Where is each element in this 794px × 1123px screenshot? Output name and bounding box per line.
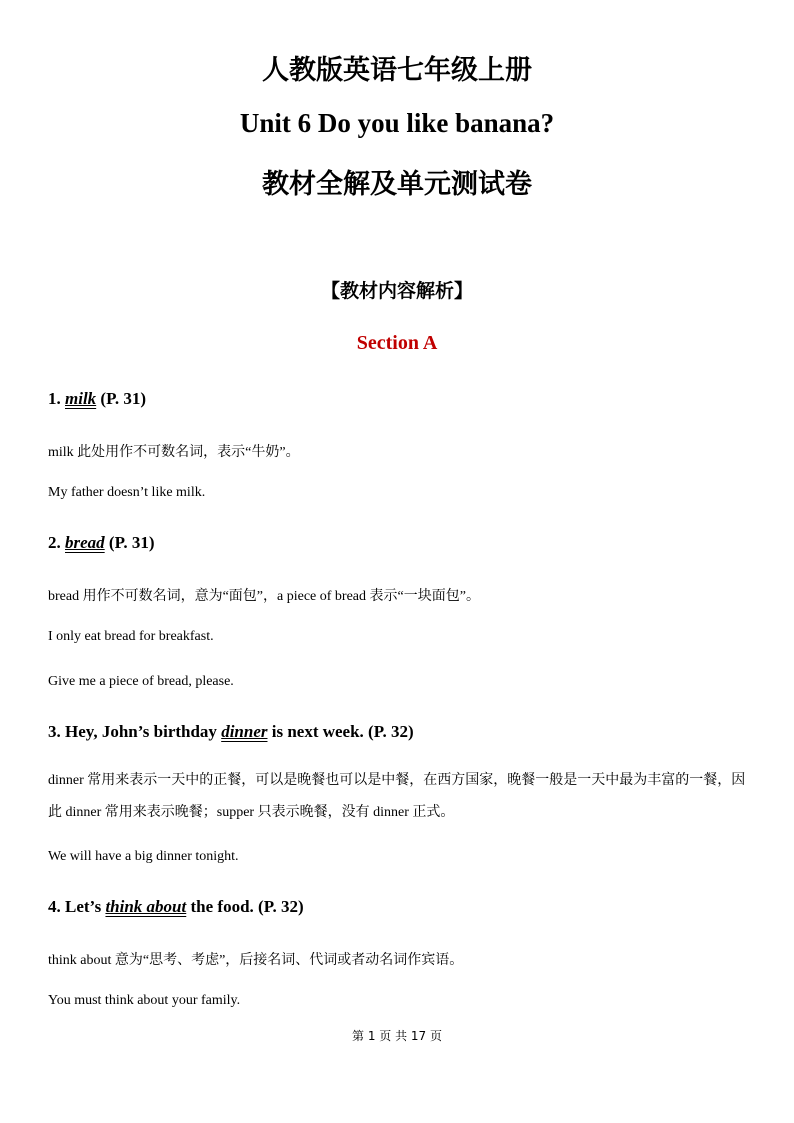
item-2-example-2: Give me a piece of bread, please. (48, 674, 234, 689)
document-title-en: Unit 6 Do you like banana? (239, 108, 555, 138)
item-keyword: think about (105, 897, 187, 916)
item-page-ref: (P. 31) (96, 389, 147, 408)
item-4-heading (48, 897, 304, 917)
section-a-title: Section A (356, 332, 438, 354)
item-text-before: Let’s (60, 897, 106, 916)
page-footer: 第 1 页 共 17 页 (352, 1029, 442, 1043)
item-3-example-1: We will have a big dinner tonight. (48, 849, 239, 864)
item-keyword: dinner (221, 722, 268, 741)
item-number: 4. (48, 897, 61, 916)
item-text-after: the food. (P. 32) (186, 897, 304, 916)
item-text-before: Hey, John’s birthday (60, 722, 222, 741)
item-1-explanation: milk 此处用作不可数名词，表示“牛奶”。 (48, 445, 300, 460)
item-2-explanation: bread 用作不可数名词，意为“面包”，a piece of bread 表示“一块面包”。 (48, 589, 480, 604)
item-number: 2. (48, 533, 61, 552)
item-number: 1. (48, 389, 61, 408)
section-heading: 【教材内容解析】 (320, 281, 473, 302)
item-2-heading (48, 533, 155, 553)
item-number: 3. (48, 722, 61, 741)
document-title-cn: 人教版英语七年级上册 (262, 55, 532, 85)
item-3-heading (48, 722, 414, 742)
item-3-explanation: dinner 常用来表示一天中的正餐，可以是晚餐也可以是中餐，在西方国家，晚餐一般是一天中最为丰富的一餐，因此 dinner 常用来表示晚餐；supper 只表示晚餐，没有 dinner 正式。 (48, 773, 746, 820)
item-4-explanation: think about 意为“思考、考虑”，后接名词、代词或者动名词作宾语。 (48, 953, 464, 968)
item-4-example-1: You must think about your family. (48, 993, 241, 1008)
document-subtitle: 教材全解及单元测试卷 (262, 169, 532, 199)
item-2-example-1: I only eat bread for breakfast. (48, 629, 214, 644)
item-keyword: bread (65, 533, 105, 552)
item-1-heading (48, 389, 146, 409)
item-1-example-1: My father doesn’t like milk. (48, 485, 206, 500)
item-page-ref: (P. 31) (104, 533, 155, 552)
item-keyword: milk (65, 389, 97, 408)
item-text-after: is next week. (P. 32) (267, 722, 414, 741)
